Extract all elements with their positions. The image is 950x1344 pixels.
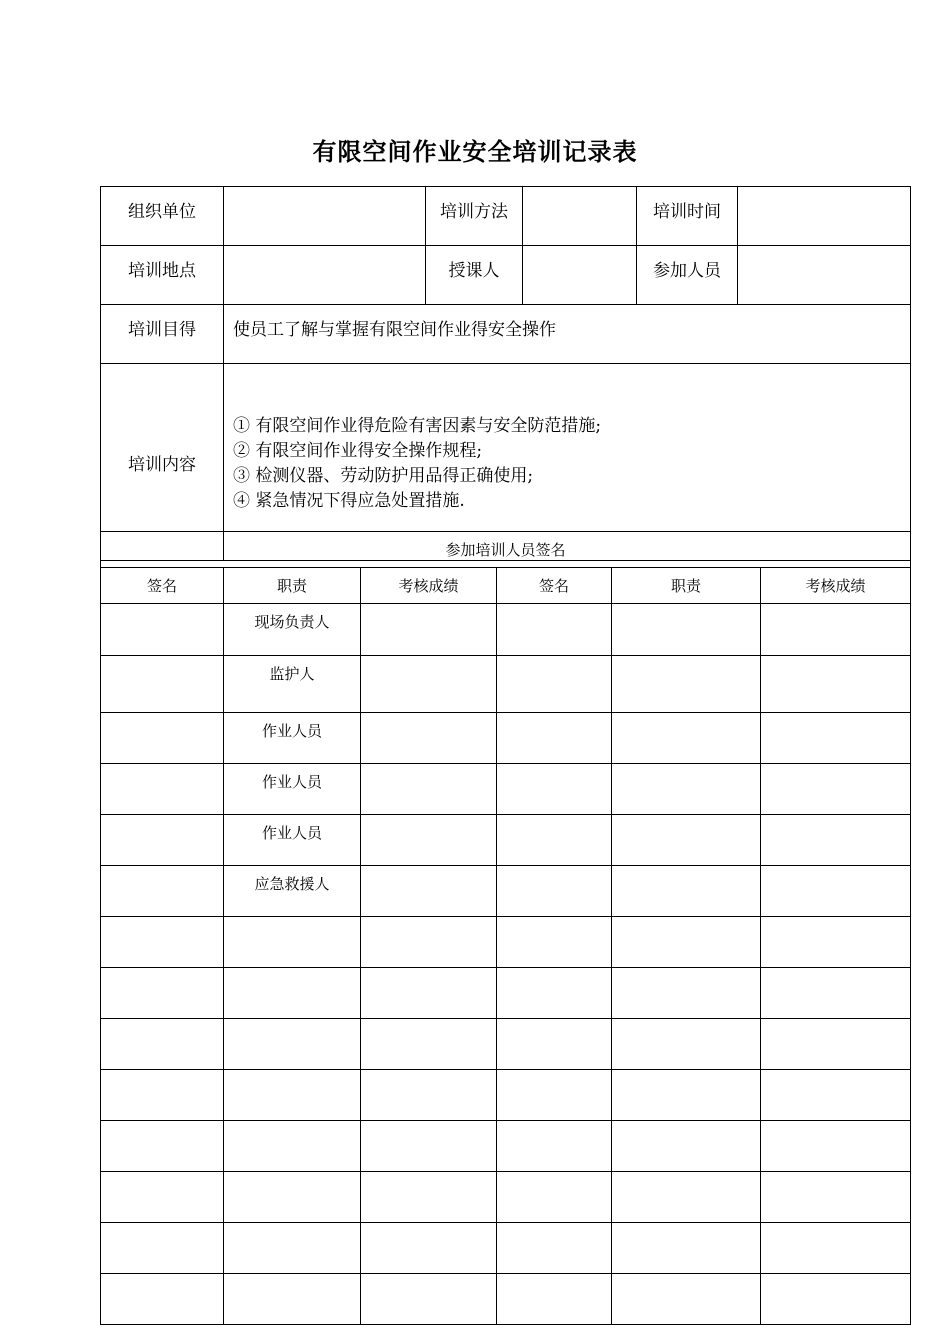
signature-cell[interactable] (761, 815, 911, 866)
signature-cell[interactable] (497, 1019, 612, 1070)
signature-cell[interactable] (761, 1274, 911, 1325)
attendees-field[interactable] (738, 246, 911, 305)
signature-cell[interactable] (497, 968, 612, 1019)
table-row (101, 1121, 911, 1172)
table-row (101, 866, 911, 917)
document-title: 有限空间作业安全培训记录表 (312, 138, 638, 166)
signature-cell[interactable] (224, 1019, 361, 1070)
signature-cell[interactable]: 作业人员 (224, 713, 361, 764)
signature-cell[interactable] (612, 656, 761, 713)
signature-cell[interactable] (497, 604, 612, 656)
purpose-label: 培训目得 (101, 305, 224, 364)
signature-cell[interactable] (761, 1019, 911, 1070)
signature-cell[interactable] (497, 713, 612, 764)
signature-cell[interactable] (361, 764, 497, 815)
signature-cell[interactable] (224, 917, 361, 968)
signature-cell[interactable] (101, 764, 224, 815)
signature-cell[interactable]: 现场负责人 (224, 604, 361, 656)
content-line: ② 有限空间作业得安全操作规程; (233, 441, 483, 461)
signature-cell[interactable] (101, 1223, 224, 1274)
signature-cell[interactable] (497, 815, 612, 866)
signature-cell[interactable] (101, 917, 224, 968)
signature-cell[interactable] (497, 866, 612, 917)
signature-table (100, 531, 911, 1325)
table-row (101, 656, 911, 713)
signature-cell[interactable] (612, 866, 761, 917)
content-line: ④ 紧急情况下得应急处置措施. (233, 491, 465, 511)
signature-cell[interactable] (612, 1070, 761, 1121)
signature-cell[interactable]: 作业人员 (224, 764, 361, 815)
signature-cell[interactable] (497, 764, 612, 815)
signature-cell[interactable] (101, 866, 224, 917)
signature-cell[interactable] (101, 1019, 224, 1070)
signature-cell[interactable] (761, 1172, 911, 1223)
signature-cell[interactable] (497, 917, 612, 968)
table-row (101, 604, 911, 656)
signature-section-row (101, 532, 911, 568)
table-row (101, 968, 911, 1019)
header-cell: 考核成绩 (361, 568, 497, 604)
signature-cell[interactable] (361, 866, 497, 917)
signature-cell[interactable] (361, 1172, 497, 1223)
signature-cell[interactable] (361, 1223, 497, 1274)
table-row (101, 1172, 911, 1223)
teacher-label: 授课人 (426, 246, 523, 305)
signature-cell[interactable] (101, 1172, 224, 1223)
time-label: 培训时间 (637, 187, 738, 246)
training-info-table (100, 186, 911, 561)
signature-cell[interactable] (361, 1070, 497, 1121)
info-row-1 (101, 187, 911, 246)
table-row (101, 815, 911, 866)
signature-cell[interactable] (612, 1223, 761, 1274)
info-row-purpose (101, 305, 911, 364)
signature-cell[interactable] (612, 917, 761, 968)
signature-cell[interactable] (224, 1070, 361, 1121)
signature-cell[interactable] (224, 968, 361, 1019)
table-row (101, 713, 911, 764)
signature-cell[interactable] (361, 604, 497, 656)
signature-cell[interactable] (497, 656, 612, 713)
signature-cell[interactable] (612, 1019, 761, 1070)
signature-cell[interactable] (497, 1070, 612, 1121)
header-cell: 职责 (224, 568, 361, 604)
signature-header-row (101, 568, 911, 604)
signature-cell[interactable] (101, 1070, 224, 1121)
signature-cell[interactable] (612, 1121, 761, 1172)
signature-cell[interactable] (761, 1121, 911, 1172)
method-label: 培训方法 (426, 187, 523, 246)
signature-section-title: 参加培训人员签名 (101, 532, 911, 568)
signature-cell[interactable] (361, 1274, 497, 1325)
table-row (101, 1019, 911, 1070)
signature-cell[interactable] (761, 917, 911, 968)
signature-cell[interactable] (361, 917, 497, 968)
signature-cell[interactable] (497, 1121, 612, 1172)
signature-cell[interactable] (612, 604, 761, 656)
header-cell: 考核成绩 (761, 568, 911, 604)
signature-cell[interactable] (101, 656, 224, 713)
signature-cell[interactable] (497, 1274, 612, 1325)
place-field[interactable] (224, 246, 426, 305)
signature-cell[interactable] (224, 1223, 361, 1274)
signature-cell[interactable]: 作业人员 (224, 815, 361, 866)
header-cell: 签名 (497, 568, 612, 604)
org-label: 组织单位 (101, 187, 224, 246)
time-field[interactable] (738, 187, 911, 246)
signature-cell[interactable] (101, 1121, 224, 1172)
purpose-field[interactable]: 使员工了解与掌握有限空间作业得安全操作 (224, 305, 911, 364)
signature-cell[interactable] (761, 604, 911, 656)
org-field[interactable] (224, 187, 426, 246)
table-row (101, 1223, 911, 1274)
signature-cell[interactable] (612, 1274, 761, 1325)
attendees-label: 参加人员 (637, 246, 738, 305)
content-line: ① 有限空间作业得危险有害因素与安全防范措施; (233, 416, 602, 436)
signature-cell[interactable] (361, 1121, 497, 1172)
signature-cell[interactable] (761, 1070, 911, 1121)
signature-cell[interactable] (761, 1223, 911, 1274)
signature-cell[interactable] (101, 1274, 224, 1325)
signature-cell[interactable] (761, 656, 911, 713)
signature-cell[interactable] (101, 713, 224, 764)
signature-cell[interactable] (361, 713, 497, 764)
signature-cell[interactable] (101, 604, 224, 656)
signature-cell[interactable] (224, 1172, 361, 1223)
signature-cell[interactable]: 监护人 (224, 656, 361, 713)
header-cell: 签名 (101, 568, 224, 604)
signature-cell[interactable] (224, 1121, 361, 1172)
signature-cell[interactable] (761, 764, 911, 815)
signature-cell[interactable]: 应急救援人 (224, 866, 361, 917)
teacher-field[interactable] (523, 246, 637, 305)
signature-cell[interactable] (612, 764, 761, 815)
signature-cell[interactable] (761, 713, 911, 764)
signature-cell[interactable] (361, 968, 497, 1019)
signature-cell[interactable] (497, 1223, 612, 1274)
signature-cell[interactable] (761, 866, 911, 917)
signature-cell[interactable] (361, 656, 497, 713)
signature-cell[interactable] (761, 968, 911, 1019)
header-cell: 职责 (612, 568, 761, 604)
content-line: ③ 检测仪器、劳动防护用品得正确使用; (233, 466, 534, 486)
signature-cell[interactable] (612, 968, 761, 1019)
signature-cell[interactable] (612, 815, 761, 866)
table-row (101, 1274, 911, 1325)
signature-cell[interactable] (101, 968, 224, 1019)
table-row (101, 1070, 911, 1121)
signature-cell[interactable] (361, 1019, 497, 1070)
signature-cell[interactable] (101, 815, 224, 866)
info-row-2 (101, 246, 911, 305)
method-field[interactable] (523, 187, 637, 246)
signature-cell[interactable] (361, 815, 497, 866)
signature-cell[interactable] (612, 1172, 761, 1223)
table-row (101, 917, 911, 968)
table-row (101, 764, 911, 815)
signature-cell[interactable] (224, 1274, 361, 1325)
signature-cell[interactable] (612, 713, 761, 764)
content-label: 培训内容 (101, 364, 224, 561)
place-label: 培训地点 (101, 246, 224, 305)
signature-cell[interactable] (497, 1172, 612, 1223)
